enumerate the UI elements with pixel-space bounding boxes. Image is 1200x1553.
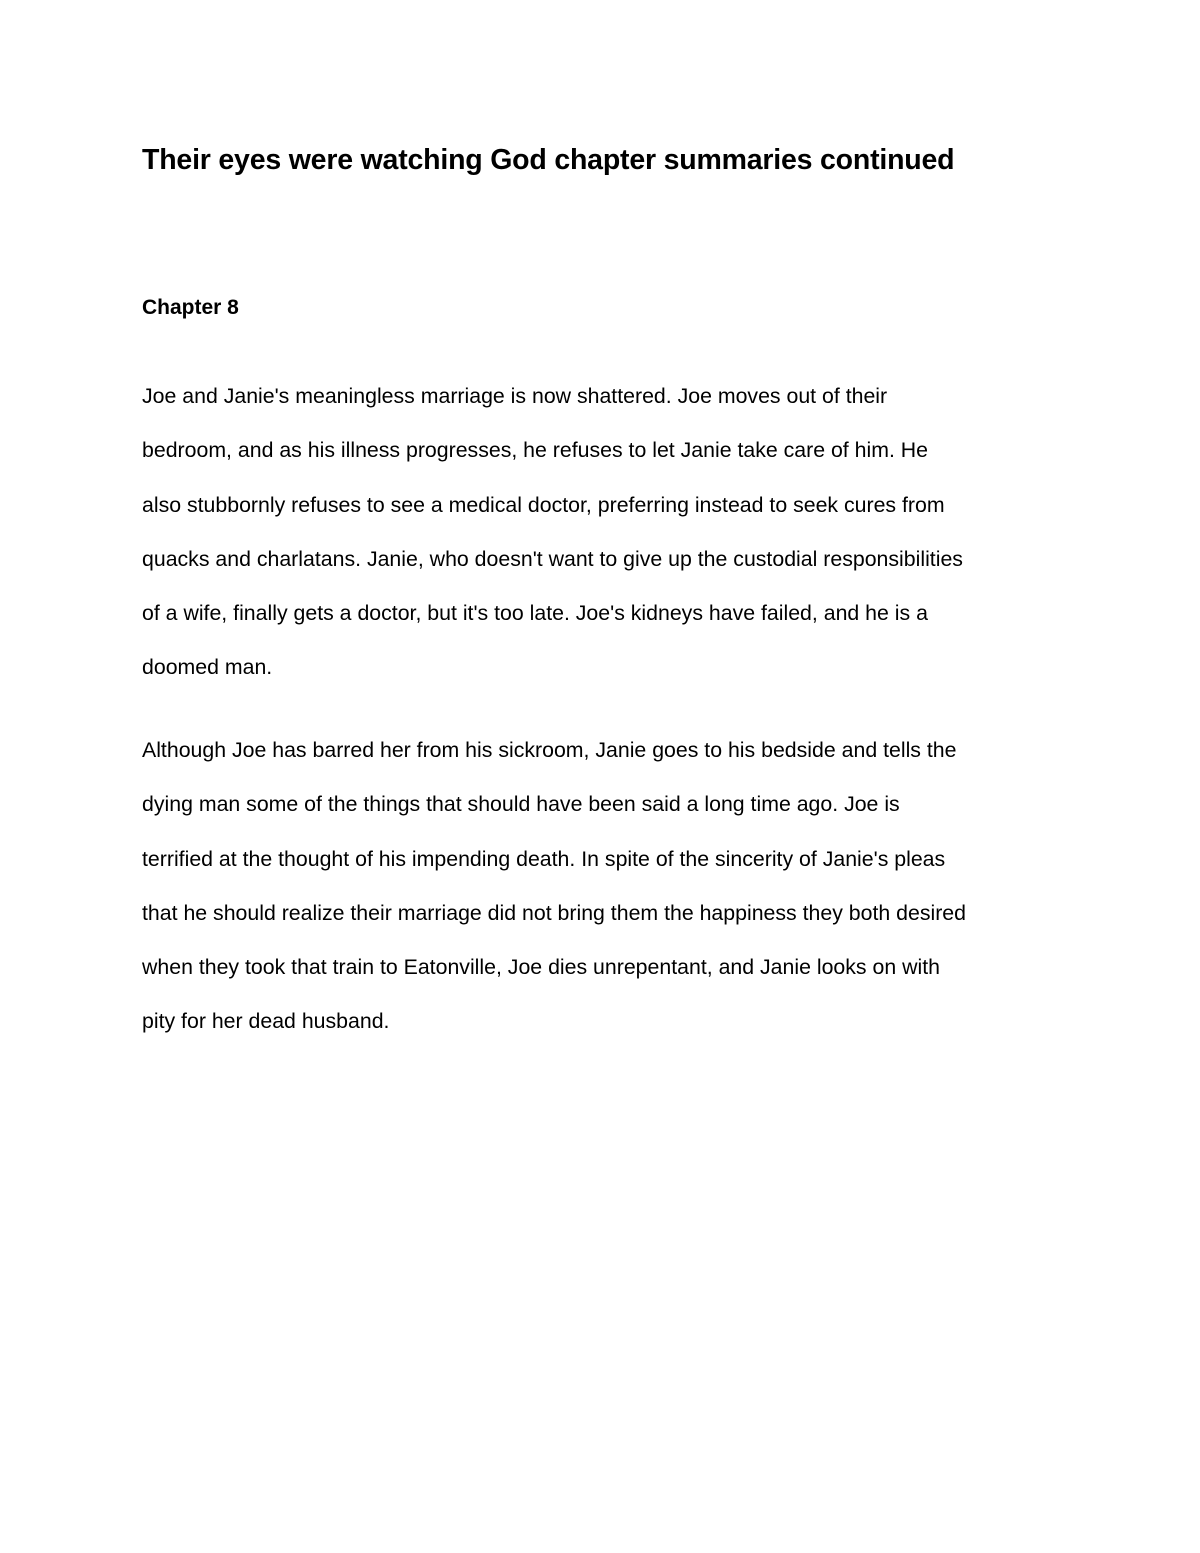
chapter-heading: Chapter 8 — [142, 296, 239, 319]
paragraph-line: of a wife, finally gets a doctor, but it's too late. Joe's kidneys have failed, and he is a — [142, 601, 928, 626]
paragraph-line: bedroom, and as his illness progresses, he refuses to let Janie take care of him. He — [142, 438, 929, 463]
summary-paragraph-2 — [142, 723, 1072, 1049]
paragraph-line: quacks and charlatans. Janie, who doesn't want to give up the custodial responsibilities — [142, 546, 963, 571]
paragraph-line: pity for her dead husband. — [142, 1009, 390, 1034]
paragraph-line: terrified at the thought of his impending death. In spite of the sincerity of Janie's pleas — [142, 846, 946, 871]
paragraph-line: Although Joe has barred her from his sickroom, Janie goes to his bedside and tells the — [142, 738, 957, 762]
paragraph-line: Joe and Janie's meaningless marriage is now shattered. Joe moves out of their — [142, 384, 888, 408]
document-title: Their eyes were watching God chapter summaries continued — [142, 144, 955, 176]
paragraph-line: also stubbornly refuses to see a medical doctor, preferring instead to seek cures from — [142, 492, 945, 517]
paragraph-line: dying man some of the things that should have been said a long time ago. Joe is — [142, 792, 900, 817]
paragraph-line: when they took that train to Eatonville, Joe dies unrepentant, and Janie looks on with — [142, 955, 940, 980]
paragraph-line: that he should realize their marriage did not bring them the happiness they both desired — [142, 900, 966, 925]
summary-paragraph-1 — [142, 369, 1072, 695]
paragraph-line: doomed man. — [142, 655, 273, 680]
